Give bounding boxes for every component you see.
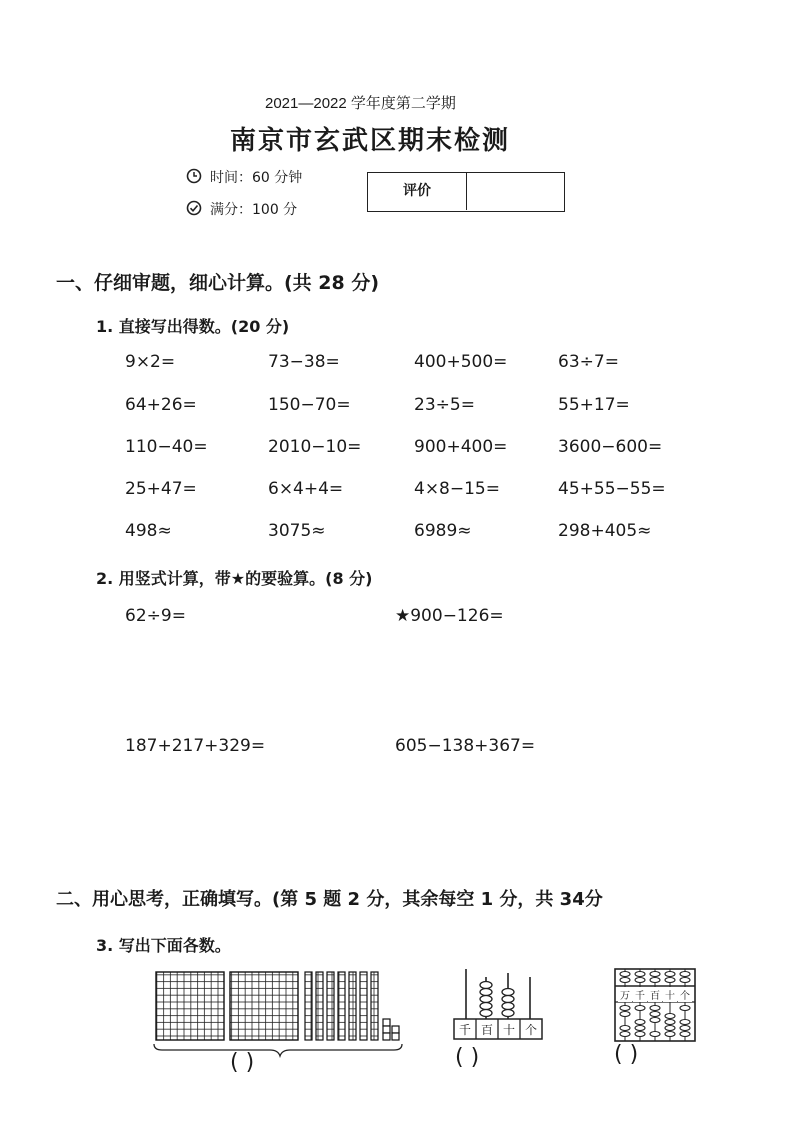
q2-label: 2. 用竖式计算，带★的要验算。(8 分) [96,569,373,588]
calc-item: 110−40= [125,437,208,457]
clock-icon [186,168,202,184]
calc-item: 73−38= [268,352,340,372]
time-info: 时间：60 分钟 [210,170,303,186]
answer-blank-counting-frame[interactable]: ( ) [455,1045,480,1070]
calc-item: 3075≈ [268,521,326,541]
abacus-label-ones: 个 [678,987,692,1002]
calc-item: 3600−600= [558,437,663,457]
abacus-label-ten-thousands: 万 [618,987,632,1002]
place-label-thousands: 千 [458,1023,471,1037]
answer-blank-blocks[interactable]: ( ) [230,1050,255,1075]
calc-item: 6989≈ [414,521,472,541]
vertical-calc-problem: ★900−126= [395,606,504,626]
calc-item: 298+405≈ [558,521,652,541]
calc-item: 64+26= [125,395,197,415]
calc-item: 400+500= [414,352,508,372]
base-ten-blocks-figure [150,968,410,1058]
evaluation-score-cell[interactable] [468,173,563,210]
check-circle-icon [186,200,202,216]
evaluation-label: 评价 [368,173,467,210]
abacus-figure [612,966,698,1044]
calc-item: 9×2= [125,352,176,372]
calc-item: 498≈ [125,521,172,541]
term-label: 2021—2022 学年度第二学期 [265,95,456,112]
q1-label: 1. 直接写出得数。(20 分) [96,317,290,336]
calc-item: 150−70= [268,395,351,415]
vertical-calc-problem: 187+217+329= [125,736,266,756]
calc-item: 45+55−55= [558,479,666,499]
full-score-info: 满分：100 分 [210,202,298,218]
abacus-label-tens: 十 [663,987,677,1002]
abacus-label-thousands: 千 [633,987,647,1002]
place-label-tens: 十 [502,1023,515,1037]
calc-item: 55+17= [558,395,630,415]
calc-item: 4×8−15= [414,479,500,499]
evaluation-box [367,172,565,212]
calc-item: 25+47= [125,479,197,499]
calc-item: 63÷7= [558,352,619,372]
page-title: 南京市玄武区期末检测 [230,126,511,156]
counting-frame-figure [450,965,550,1045]
calc-item: 2010−10= [268,437,362,457]
q3-label: 3. 写出下面各数。 [96,936,231,955]
abacus-label-hundreds: 百 [648,987,662,1002]
vertical-calc-problem: 62÷9= [125,606,186,626]
place-label-hundreds: 百 [480,1023,493,1037]
vertical-calc-problem: 605−138+367= [395,736,536,756]
calc-item: 900+400= [414,437,508,457]
section-1-heading: 一、仔细审题，细心计算。(共 28 分) [56,272,380,294]
place-label-ones: 个 [524,1023,537,1037]
section-2-heading: 二、用心思考，正确填写。(第 5 题 2 分，其余每空 1 分，共 34分 [56,889,603,910]
calc-item: 23÷5= [414,395,475,415]
answer-blank-abacus[interactable]: ( ) [614,1042,639,1067]
calc-item: 6×4+4= [268,479,344,499]
